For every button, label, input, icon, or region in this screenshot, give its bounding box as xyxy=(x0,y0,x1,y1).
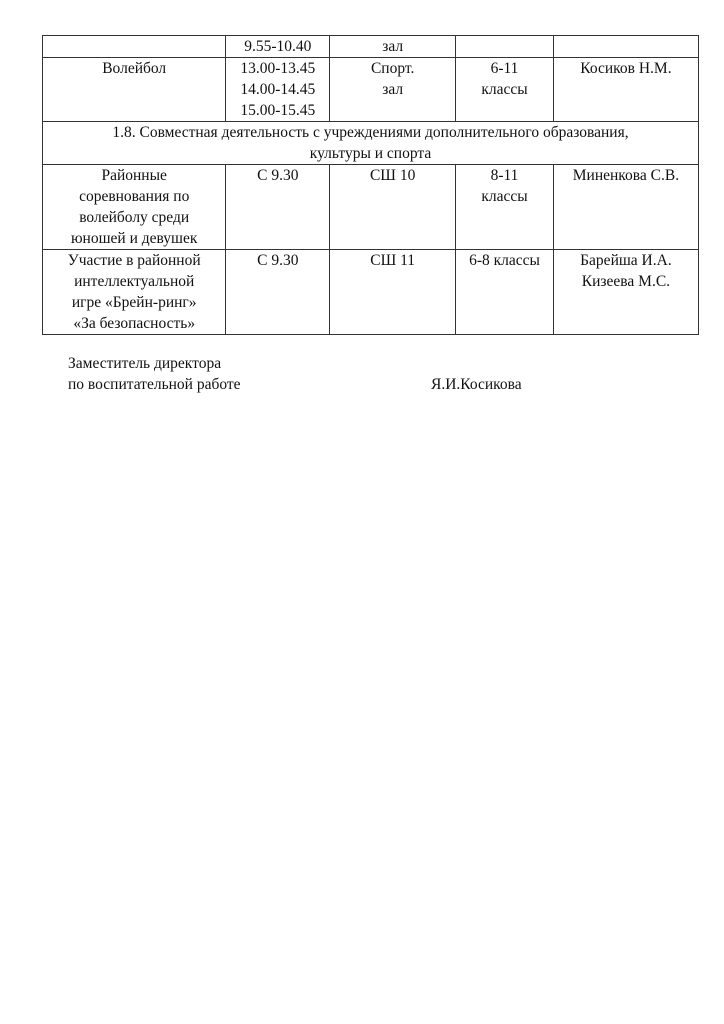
time-cell xyxy=(226,58,330,122)
cell-line: Волейбол xyxy=(102,60,167,77)
cell-line: зал xyxy=(382,81,404,98)
classes-cell xyxy=(456,250,554,335)
section-header-line: культуры и спорта xyxy=(309,145,432,162)
responsible-cell xyxy=(553,250,698,335)
time-cell xyxy=(226,250,330,335)
footer-block xyxy=(68,353,241,395)
cell-line: классы xyxy=(481,81,528,98)
cell-line: зал xyxy=(382,38,404,55)
cell-line: Районные xyxy=(101,167,167,184)
cell-line: С 9.30 xyxy=(257,167,299,184)
time-cell xyxy=(226,36,330,58)
table-row xyxy=(43,250,699,335)
section-header-line: 1.8. Совместная деятельность с учреждениями дополнительного образования, xyxy=(112,124,629,141)
classes-cell xyxy=(456,165,554,250)
cell-line: 9.55-10.40 xyxy=(244,38,312,55)
place-cell xyxy=(330,165,456,250)
responsible-cell xyxy=(553,58,698,122)
cell-line: Барейша И.А. xyxy=(580,252,672,269)
responsible-cell xyxy=(553,165,698,250)
event-cell xyxy=(43,58,226,122)
event-cell xyxy=(43,165,226,250)
cell-line: СШ 11 xyxy=(370,252,416,269)
cell-line: 14.00-14.45 xyxy=(240,81,316,98)
cell-line: Миненкова С.В. xyxy=(572,167,680,184)
classes-cell xyxy=(456,58,554,122)
section-header-row xyxy=(43,122,699,165)
cell-line: интеллектуальной xyxy=(74,273,195,290)
cell-line: 15.00-15.45 xyxy=(240,102,316,119)
cell-line: Спорт. xyxy=(370,60,415,77)
schedule-table xyxy=(42,35,699,335)
event-cell xyxy=(43,250,226,335)
cell-line: СШ 10 xyxy=(369,167,416,184)
event-cell xyxy=(43,36,226,58)
cell-line: юношей и девушек xyxy=(70,230,198,247)
table-row xyxy=(43,165,699,250)
section-header-cell xyxy=(43,122,699,165)
place-cell xyxy=(330,36,456,58)
table-row xyxy=(43,36,699,58)
cell-line: соревнования по xyxy=(79,188,190,205)
cell-line: 6-8 классы xyxy=(469,252,540,269)
cell-line: 6-11 xyxy=(490,60,519,77)
cell-line: Участие в районной xyxy=(67,252,201,269)
responsible-cell xyxy=(553,36,698,58)
time-cell xyxy=(226,165,330,250)
footer-position-line1: Заместитель директора xyxy=(68,355,222,372)
cell-line: 8-11 xyxy=(490,167,519,184)
table-row xyxy=(43,58,699,122)
cell-line: классы xyxy=(481,188,528,205)
place-cell xyxy=(330,250,456,335)
cell-line: 13.00-13.45 xyxy=(240,60,316,77)
cell-line: волейболу среди xyxy=(79,209,190,226)
cell-line: С 9.30 xyxy=(257,252,299,269)
schedule-table-body xyxy=(43,36,699,335)
cell-line: Кизеева М.С. xyxy=(581,273,671,290)
signature-name: Я.И.Косикова xyxy=(431,376,522,393)
cell-line: «За безопасность» xyxy=(73,315,196,332)
footer-position-line2: по воспитательной работе xyxy=(68,376,241,393)
cell-line: игре «Брейн-ринг» xyxy=(71,294,197,311)
cell-line: Косиков Н.М. xyxy=(580,60,672,77)
classes-cell xyxy=(456,36,554,58)
place-cell xyxy=(330,58,456,122)
